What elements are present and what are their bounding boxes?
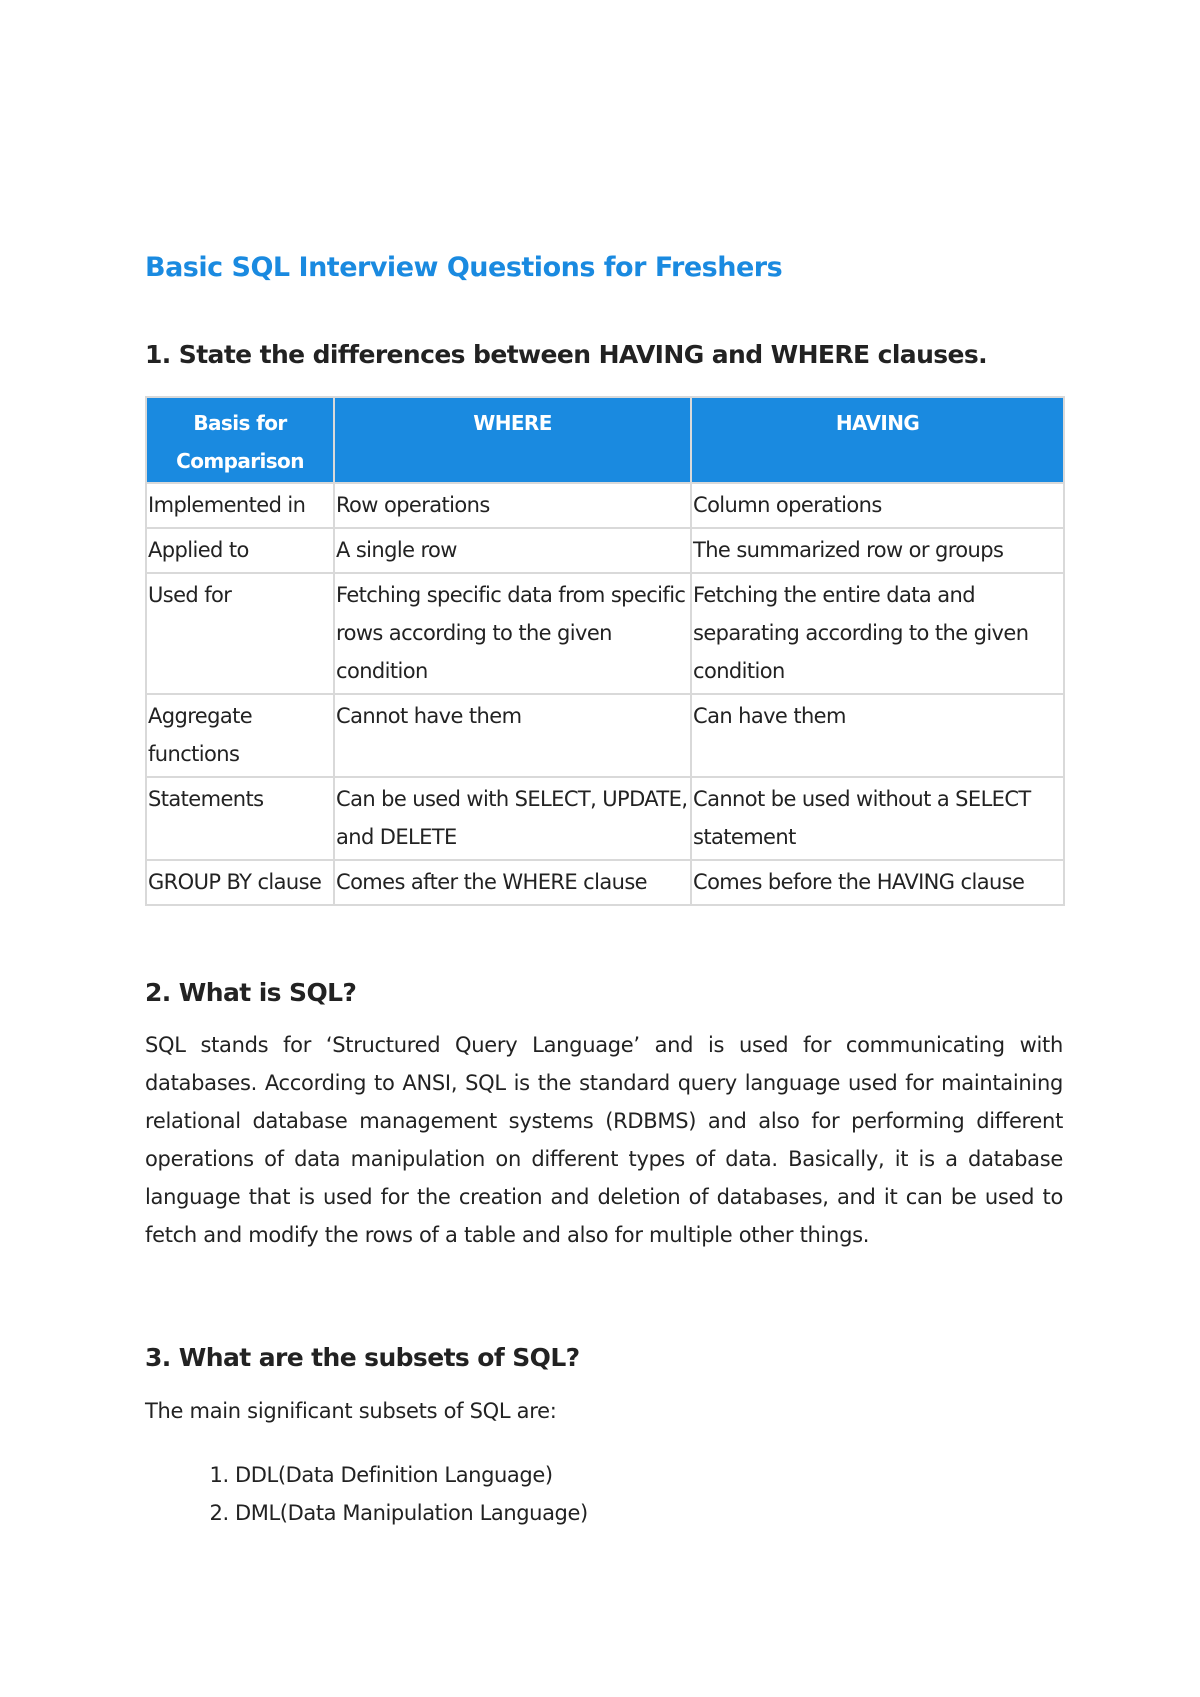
- table-cell: GROUP BY clause: [146, 860, 334, 905]
- table-cell: A single row: [334, 528, 691, 573]
- table-header-cell: WHERE: [334, 397, 691, 483]
- table-header-cell: HAVING: [691, 397, 1064, 483]
- question-3-heading: 3. What are the subsets of SQL?: [145, 1343, 580, 1372]
- comparison-table: [145, 396, 1065, 906]
- table-cell: Comes before the HAVING clause: [691, 860, 1064, 905]
- list-item: 1. DDL(Data Definition Language): [235, 1456, 588, 1494]
- table-row: [146, 573, 1064, 694]
- table-cell: Column operations: [691, 483, 1064, 528]
- table-cell: Applied to: [146, 528, 334, 573]
- table-cell: Fetching the entire data and separating according to the given condition: [691, 573, 1064, 694]
- table-row: [146, 528, 1064, 573]
- list-item: 2. DML(Data Manipulation Language): [235, 1494, 588, 1532]
- table-cell: Statements: [146, 777, 334, 860]
- question-2-body: SQL stands for ‘Structured Query Language’ and is used for communicating with databases. According to ANSI, SQL is the standard query language used for maintaining relational database management systems (RDBMS) and also for performing different operations of data manipulation on different types of data. Basically, it is a database language that is used for the creation and deletion of databases, and it can be used to fetch and modify the rows of a table and also for multiple other things.: [145, 1033, 1063, 1247]
- table-header-row: [146, 397, 1064, 483]
- question-1-heading: 1. State the differences between HAVING and WHERE clauses.: [145, 340, 988, 369]
- question-2-heading: 2. What is SQL?: [145, 978, 357, 1007]
- table-cell: Can be used with SELECT, UPDATE, and DELETE: [334, 777, 691, 860]
- table-cell: Row operations: [334, 483, 691, 528]
- table-row: [146, 694, 1064, 777]
- table-cell: Aggregate functions: [146, 694, 334, 777]
- question-3-intro: The main significant subsets of SQL are:: [145, 1399, 557, 1423]
- subsets-list: [205, 1456, 588, 1532]
- table-row: [146, 483, 1064, 528]
- table-cell: Can have them: [691, 694, 1064, 777]
- table-row: [146, 777, 1064, 860]
- table-cell: Cannot be used without a SELECT statement: [691, 777, 1064, 860]
- table-row: [146, 860, 1064, 905]
- table-cell: Comes after the WHERE clause: [334, 860, 691, 905]
- page-title: Basic SQL Interview Questions for Freshers: [145, 252, 783, 283]
- table-header-cell: Basis for Comparison: [146, 397, 334, 483]
- table-cell: Implemented in: [146, 483, 334, 528]
- table-cell: Fetching specific data from specific rows according to the given condition: [334, 573, 691, 694]
- table-cell: Used for: [146, 573, 334, 694]
- table-cell: The summarized row or groups: [691, 528, 1064, 573]
- table-cell: Cannot have them: [334, 694, 691, 777]
